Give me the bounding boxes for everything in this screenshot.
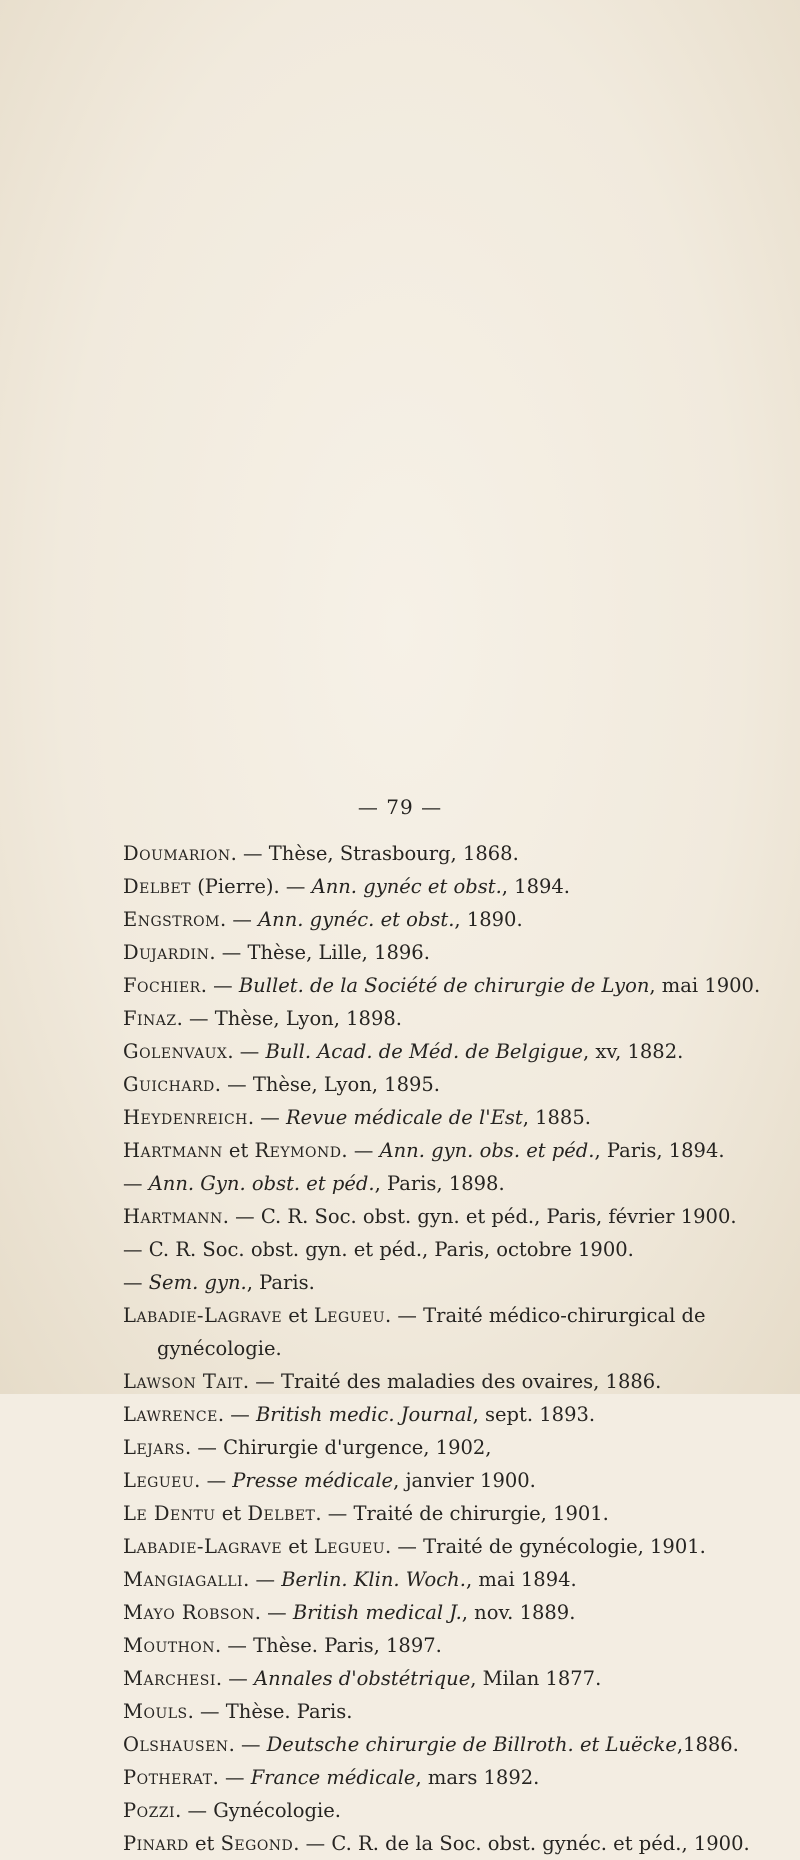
entry-connector: et bbox=[282, 1304, 314, 1327]
bibliography-entry bbox=[123, 1035, 773, 1068]
entry-author: Mouls bbox=[123, 1700, 188, 1723]
entry-coauthor: Segond bbox=[220, 1832, 294, 1855]
entry-author: Hartmann bbox=[123, 1205, 223, 1228]
bibliography-entry bbox=[123, 1629, 773, 1662]
entry-details: Thèse, Lyon, 1898. bbox=[214, 1007, 402, 1030]
entry-connector: et bbox=[215, 1502, 248, 1525]
entry-author: Guichard bbox=[123, 1073, 215, 1096]
entry-separator: . — bbox=[254, 1601, 293, 1624]
entry-separator: . — bbox=[385, 1304, 424, 1327]
bibliography-entry bbox=[123, 1299, 773, 1365]
entry-details: , nov. 1889. bbox=[461, 1601, 576, 1624]
bibliography-entry bbox=[123, 1761, 773, 1794]
entry-connector: et bbox=[282, 1535, 314, 1558]
bibliography-entry bbox=[123, 1233, 773, 1266]
bibliography-list bbox=[123, 837, 773, 1860]
entry-details: , 1894. bbox=[501, 875, 570, 898]
entry-work-title: Sem. gyn. bbox=[148, 1271, 247, 1294]
entry-work-title: France médicale bbox=[250, 1766, 416, 1789]
entry-details: Thèse, Strasbourg, 1868. bbox=[268, 842, 519, 865]
entry-author: Mouthon bbox=[123, 1634, 216, 1657]
bibliography-entry bbox=[123, 1530, 773, 1563]
entry-details: , 1890. bbox=[454, 908, 523, 931]
entry-work-title: Revue médicale de l'Est bbox=[285, 1106, 523, 1129]
entry-details: Traité des maladies des ovaires, 1886. bbox=[281, 1370, 662, 1393]
bibliography-entry bbox=[123, 1662, 773, 1695]
entry-separator: . — bbox=[273, 875, 312, 898]
entry-separator: — bbox=[123, 1172, 149, 1195]
bibliography-entry bbox=[123, 1596, 773, 1629]
entry-details: Thèse, Lyon, 1895. bbox=[252, 1073, 441, 1096]
entry-details: C. R. Soc. obst. gyn. et péd., Paris, octobre 1900. bbox=[148, 1238, 634, 1261]
entry-separator: . — bbox=[187, 1700, 226, 1723]
entry-separator: . — bbox=[230, 842, 269, 865]
entry-connector: et bbox=[222, 1139, 255, 1162]
bibliography-entry bbox=[123, 1728, 773, 1761]
entry-author: Heydenreich bbox=[123, 1106, 248, 1129]
bibliography-entry bbox=[123, 1167, 773, 1200]
entry-author: Pinard bbox=[123, 1832, 189, 1855]
entry-author: Mayo Robson bbox=[123, 1601, 255, 1624]
entry-details: Thèse, Lille, 1896. bbox=[247, 941, 430, 964]
bibliography-entry bbox=[123, 837, 773, 870]
entry-separator: . — bbox=[185, 1436, 224, 1459]
bibliography-entry bbox=[123, 936, 773, 969]
entry-details: , Paris, 1898. bbox=[374, 1172, 505, 1195]
entry-author: Fochier bbox=[123, 974, 201, 997]
entry-details: ,1886. bbox=[676, 1733, 739, 1756]
entry-work-title: Ann. gynéc et obst. bbox=[311, 875, 502, 898]
bibliography-entry bbox=[123, 1068, 773, 1101]
entry-details: , Paris. bbox=[246, 1271, 315, 1294]
bibliography-entry bbox=[123, 1497, 773, 1530]
entry-details: , Paris, 1894. bbox=[594, 1139, 725, 1162]
entry-details: , mai 1894. bbox=[465, 1568, 577, 1591]
entry-details: Chirurgie d'urgence, 1902, bbox=[223, 1436, 492, 1459]
entry-coauthor: Delbet bbox=[247, 1502, 316, 1525]
entry-separator: . — bbox=[217, 1403, 256, 1426]
entry-details: Traité de chirurgie, 1901. bbox=[353, 1502, 609, 1525]
entry-separator: — bbox=[123, 1238, 149, 1261]
entry-details: , sept. 1893. bbox=[472, 1403, 596, 1426]
bibliography-entry bbox=[123, 1431, 773, 1464]
entry-details: , janvier 1900. bbox=[393, 1469, 536, 1492]
entry-connector: (Pierre) bbox=[191, 875, 274, 898]
entry-separator: . — bbox=[214, 1073, 253, 1096]
entry-separator: . — bbox=[215, 1667, 254, 1690]
entry-separator: . — bbox=[243, 1568, 282, 1591]
entry-author: Hartmann bbox=[123, 1139, 223, 1162]
entry-separator: . — bbox=[175, 1799, 214, 1822]
entry-coauthor: Legueu bbox=[313, 1535, 386, 1558]
bibliography-entry bbox=[123, 1365, 773, 1398]
entry-author: Mangiagalli bbox=[123, 1568, 244, 1591]
entry-coauthor: Reymond bbox=[254, 1139, 342, 1162]
entry-author: Golenvaux bbox=[123, 1040, 228, 1063]
entry-separator: . — bbox=[212, 1766, 251, 1789]
entry-separator: . — bbox=[315, 1502, 354, 1525]
entry-work-title: Deutsche chirurgie de Billroth. et Luëcke bbox=[266, 1733, 677, 1756]
entry-details: Traité de gynécologie, 1901. bbox=[423, 1535, 706, 1558]
entry-details: , mars 1892. bbox=[415, 1766, 540, 1789]
entry-separator: . — bbox=[209, 941, 248, 964]
entry-separator: . — bbox=[228, 1733, 267, 1756]
bibliography-entry bbox=[123, 1002, 773, 1035]
entry-author: Dujardin bbox=[123, 941, 210, 964]
entry-details: Thèse. Paris, 1897. bbox=[253, 1634, 442, 1657]
bibliography-entry bbox=[123, 1134, 773, 1167]
entry-separator: . — bbox=[222, 1205, 261, 1228]
entry-separator: . — bbox=[219, 908, 259, 931]
bibliography-entry bbox=[123, 870, 773, 903]
entry-author: Finaz bbox=[123, 1007, 177, 1030]
entry-coauthor: Legueu bbox=[313, 1304, 386, 1327]
entry-separator: . — bbox=[200, 974, 239, 997]
entry-author: Labadie-Lagrave bbox=[123, 1535, 283, 1558]
entry-author: Le Dentu bbox=[123, 1502, 216, 1525]
entry-author: Lawrence bbox=[123, 1403, 218, 1426]
entry-separator: — bbox=[123, 1271, 149, 1294]
entry-work-title: Bull. Acad. de Méd. de Belgigue bbox=[265, 1040, 583, 1063]
entry-separator: . — bbox=[176, 1007, 215, 1030]
entry-separator: . — bbox=[242, 1370, 281, 1393]
bibliography-entry bbox=[123, 1563, 773, 1596]
bibliography-entry bbox=[123, 1695, 773, 1728]
entry-details: , mai 1900. bbox=[649, 974, 761, 997]
entry-work-title: Presse médicale bbox=[232, 1469, 394, 1492]
entry-details: C. R. de la Soc. obst. gynéc. et péd., 1900. bbox=[331, 1832, 750, 1855]
entry-details: , xv, 1882. bbox=[582, 1040, 684, 1063]
bibliography-entry bbox=[123, 1266, 773, 1299]
entry-author: Olshausen bbox=[123, 1733, 229, 1756]
entry-work-title: British medical J. bbox=[292, 1601, 462, 1624]
entry-separator: . — bbox=[215, 1634, 254, 1657]
entry-author: Lejars bbox=[123, 1436, 186, 1459]
bibliography-entry bbox=[123, 1101, 773, 1134]
entry-details: C. R. Soc. obst. gyn. et péd., Paris, février 1900. bbox=[260, 1205, 737, 1228]
entry-author: Legueu bbox=[123, 1469, 195, 1492]
entry-details: , 1885. bbox=[522, 1106, 591, 1129]
bibliography-entry bbox=[123, 1200, 773, 1233]
bibliography-entry bbox=[123, 903, 773, 936]
entry-author: Doumarion bbox=[123, 842, 231, 865]
entry-separator: . — bbox=[194, 1469, 233, 1492]
entry-details: , Milan 1877. bbox=[470, 1667, 602, 1690]
entry-connector: et bbox=[188, 1832, 221, 1855]
entry-separator: . — bbox=[293, 1832, 332, 1855]
bibliography-entry bbox=[123, 969, 773, 1002]
entry-author: Delbet bbox=[123, 875, 191, 898]
entry-separator: . — bbox=[227, 1040, 266, 1063]
bibliography-entry bbox=[123, 1398, 773, 1431]
entry-separator: . — bbox=[247, 1106, 286, 1129]
entry-details: Traité médico-chirurgical de gynécologie. bbox=[157, 1304, 706, 1360]
entry-work-title: British medic. Journal bbox=[255, 1403, 473, 1426]
entry-work-title: Berlin. Klin. Woch. bbox=[281, 1568, 466, 1591]
page-number: — 79 — bbox=[357, 795, 443, 819]
entry-author: Lawson Tait bbox=[123, 1370, 243, 1393]
entry-separator: . — bbox=[341, 1139, 380, 1162]
entry-author: Potherat bbox=[123, 1766, 213, 1789]
entry-separator: . — bbox=[385, 1535, 424, 1558]
entry-work-title: Annales d'obstétrique bbox=[254, 1667, 471, 1690]
entry-author: Pozzi bbox=[123, 1799, 176, 1822]
bibliography-entry bbox=[123, 1464, 773, 1497]
entry-details: Thèse. Paris. bbox=[225, 1700, 353, 1723]
entry-work-title: Bullet. de la Société de chirurgie de Lyon bbox=[238, 974, 650, 997]
entry-work-title: Ann. Gyn. obst. et péd. bbox=[148, 1172, 375, 1195]
entry-work-title: Ann. gyn. obs. et péd. bbox=[379, 1139, 595, 1162]
entry-work-title: Ann. gynéc. et obst. bbox=[258, 908, 455, 931]
entry-author: Labadie-Lagrave bbox=[123, 1304, 283, 1327]
entry-author: Marchesi bbox=[123, 1667, 216, 1690]
entry-details: Gynécologie. bbox=[213, 1799, 341, 1822]
bibliography-entry bbox=[123, 1794, 773, 1827]
bibliography-entry bbox=[123, 1827, 773, 1860]
entry-author: Engstrom bbox=[123, 908, 220, 931]
